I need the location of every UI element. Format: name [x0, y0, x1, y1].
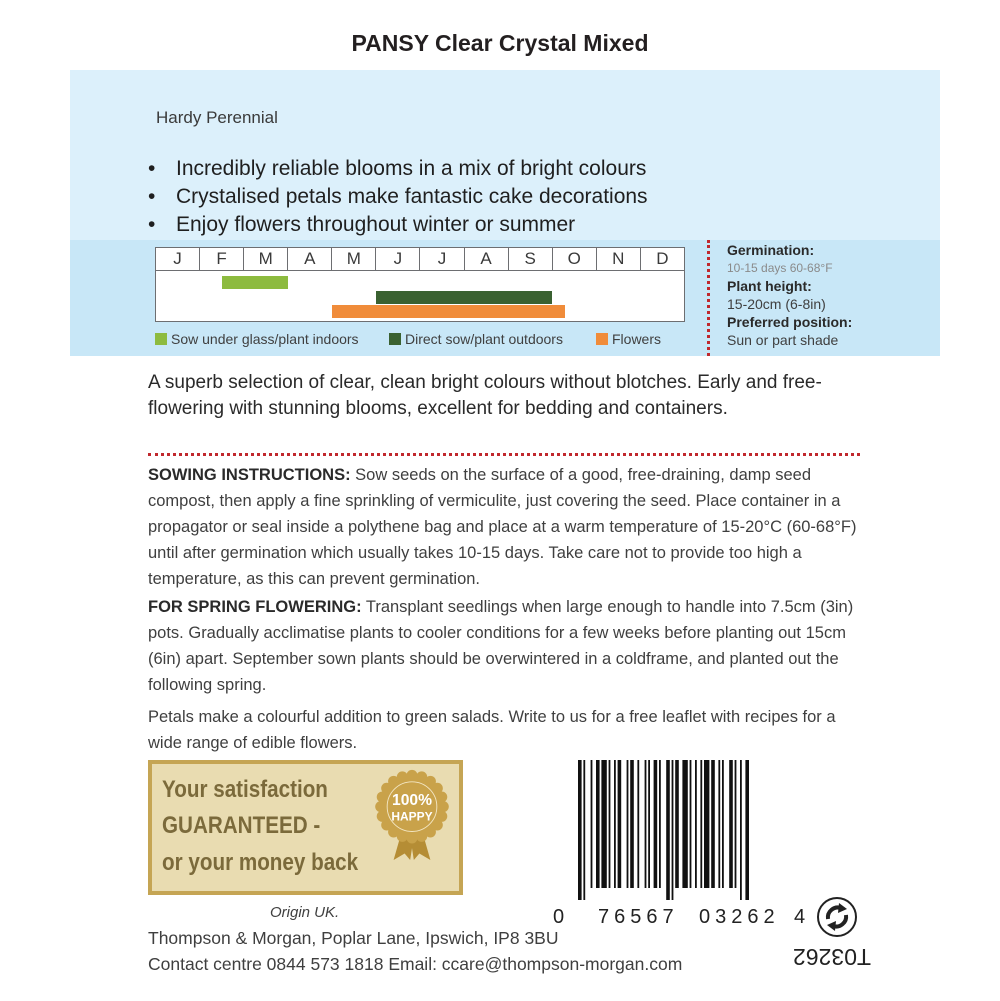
feature-item — [148, 211, 648, 239]
legend-swatch — [155, 333, 167, 345]
legend-swatch — [596, 333, 608, 345]
plant-type: Hardy Perennial — [156, 108, 278, 127]
seal-badge-icon — [366, 768, 458, 860]
barcode-digit-first: 0 — [553, 906, 565, 928]
section-divider — [148, 453, 860, 456]
sowing-instructions — [148, 462, 868, 592]
barcode-digit-last: 4 — [794, 906, 806, 928]
month-cell: F — [200, 248, 244, 270]
petals-note: Petals make a colourful addition to green salads. Write to us for a free leaflet with recipes for a wide range of edible flowers. — [148, 708, 836, 752]
guarantee-badge — [148, 760, 463, 895]
legend-flowers — [596, 331, 661, 347]
month-cell: J — [156, 248, 200, 270]
germination-label: Germination: — [727, 242, 815, 258]
month-cell: J — [376, 248, 420, 270]
feature-list — [148, 155, 648, 239]
barcode-image — [570, 760, 790, 900]
bullet-dot: • — [148, 157, 156, 180]
contact-info: Contact centre 0844 573 1818 Email: ccare@thompson-morgan.com — [148, 954, 683, 974]
spring-heading: FOR SPRING FLOWERING: — [148, 598, 362, 616]
legend-swatch — [389, 333, 401, 345]
sowing-heading: SOWING INSTRUCTIONS: — [148, 466, 351, 484]
feature-text: Enjoy flowers throughout winter or summer — [176, 213, 576, 236]
month-cell: S — [509, 248, 553, 270]
calendar-bar-flowers — [332, 305, 565, 318]
feature-item — [148, 155, 648, 183]
germination-value: 10-15 days 60-68°F — [727, 261, 833, 275]
sowing-text: Sow seeds on the surface of a good, free-draining, damp seed compost, then apply a fine sprinkling of vermiculite, just covering the seed. Place container in a propagator or seal inside a polythene bag and place at a warm temperature of 15-20°C (60-68°F) until after germination which usually takes 10-15 days. Take care not to provide too high a temperature, as this can prevent germination. — [148, 466, 857, 588]
month-cell: A — [465, 248, 509, 270]
height-label: Plant height: — [727, 278, 812, 294]
product-code: T03262 — [793, 944, 872, 970]
growing-info — [727, 241, 927, 349]
product-title: PANSY Clear Crystal Mixed — [351, 30, 649, 56]
calendar-bar-sow-indoors — [222, 276, 288, 289]
sowing-calendar — [155, 247, 685, 322]
legend-direct-sow — [389, 331, 563, 347]
height-value: 15-20cm (6-8in) — [727, 296, 826, 312]
spring-flowering — [148, 594, 868, 698]
guarantee-line: Your satisfaction — [162, 776, 328, 803]
position-label: Preferred position: — [727, 314, 853, 330]
month-cell: M — [244, 248, 288, 270]
recycle-icon — [817, 897, 857, 937]
barcode-digits-left: 76567 — [598, 906, 679, 928]
legend-sow-indoors — [155, 331, 359, 347]
feature-text: Crystalised petals make fantastic cake decorations — [176, 185, 648, 208]
company-address: Thompson & Morgan, Poplar Lane, Ipswich, IP8 3BU — [148, 928, 559, 948]
month-cell: N — [597, 248, 641, 270]
bullet-dot: • — [148, 185, 156, 208]
month-cell: J — [420, 248, 464, 270]
guarantee-line: or your money back — [162, 849, 359, 876]
feature-text: Incredibly reliable blooms in a mix of bright colours — [176, 157, 647, 180]
product-description: A superb selection of clear, clean bright colours without blotches. Early and free-flowering with stunning blooms, excellent for bedding and containers. — [148, 372, 822, 419]
barcode-digits-right: 03262 — [699, 906, 780, 928]
calendar-bar-direct-sow — [376, 291, 552, 304]
month-cell: O — [553, 248, 597, 270]
info-divider — [707, 240, 710, 356]
month-cell: A — [288, 248, 332, 270]
legend-label: Direct sow/plant outdoors — [405, 331, 563, 347]
position-value: Sun or part shade — [727, 332, 839, 348]
spring-text: Transplant seedlings when large enough to handle into 7.5cm (3in) pots. Gradually acclimatise plants to cooler conditions for a few weeks before planting out 15cm (6in) apart. September sown plants should be overwintered in a coldframe, and planted out the following spring. — [148, 598, 854, 694]
feature-item — [148, 183, 648, 211]
calendar-months — [156, 248, 684, 271]
guarantee-line: GUARANTEED - — [162, 812, 321, 839]
month-cell: M — [332, 248, 376, 270]
month-cell: D — [656, 249, 669, 268]
seal-text-happy: HAPPY — [391, 809, 433, 824]
seal-text-percent: 100% — [392, 791, 432, 809]
legend-label: Flowers — [612, 331, 662, 347]
origin-label: Origin UK. — [270, 904, 340, 921]
legend-label: Sow under glass/plant indoors — [171, 331, 359, 347]
bullet-dot: • — [148, 213, 156, 236]
